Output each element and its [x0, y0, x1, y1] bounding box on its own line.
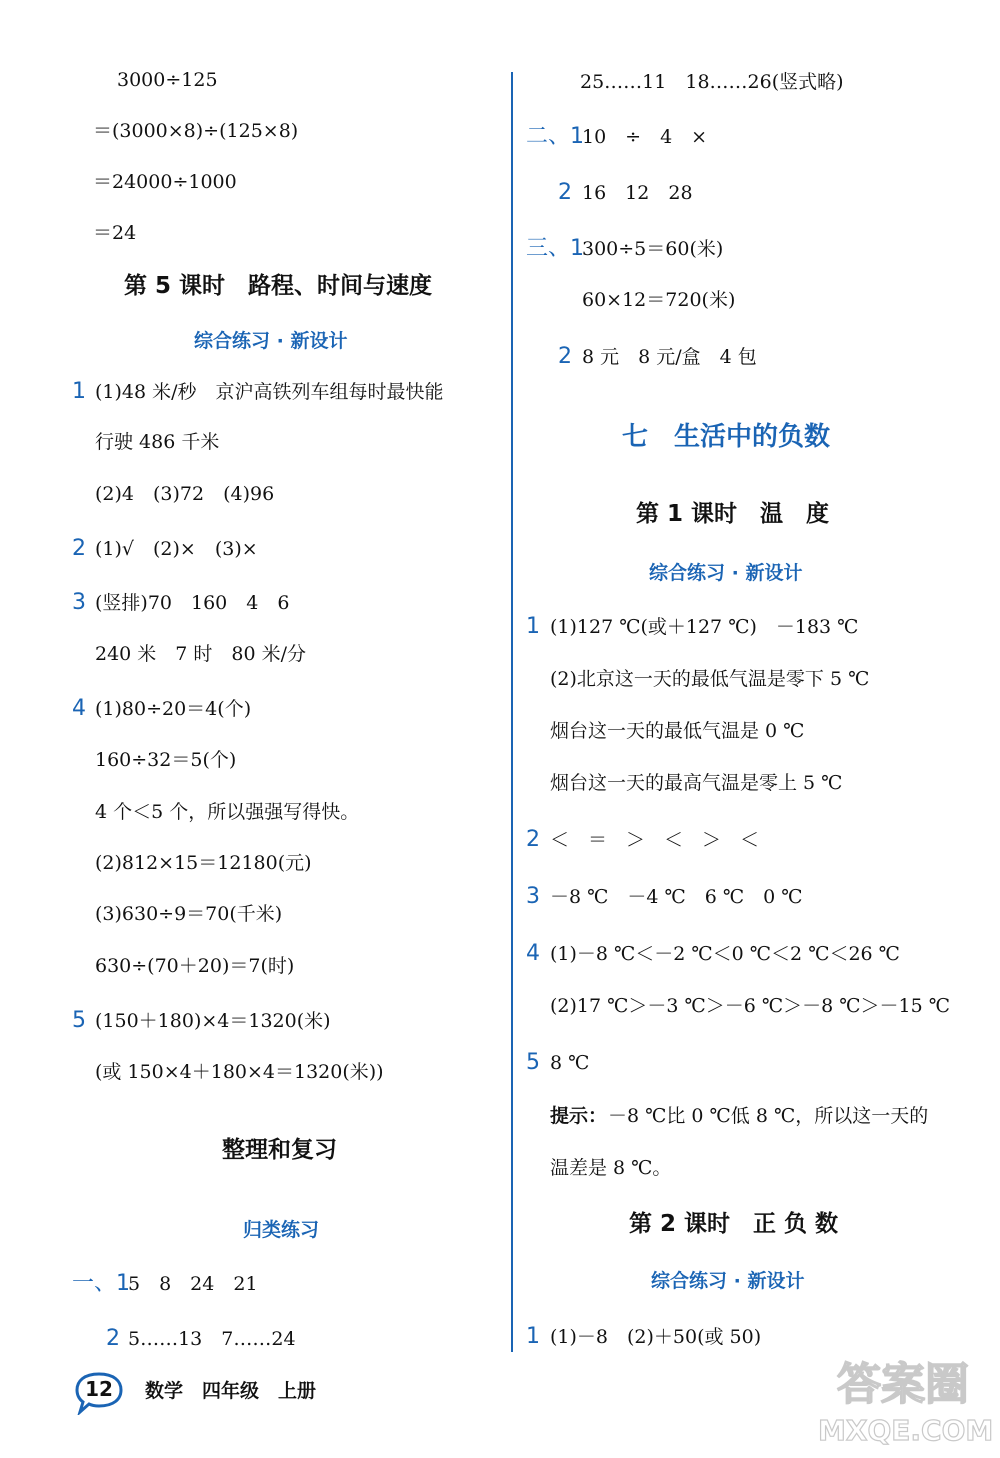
hint-line-1: －8 ℃比 0 ℃低 8 ℃，所以这一天的 [608, 1105, 929, 1127]
review-q2-number: 2 [106, 1326, 120, 1351]
sec3-q2-number: 2 [558, 344, 572, 369]
q5-number: 5 [72, 1008, 86, 1033]
review-q1-number: 一、1 [72, 1271, 130, 1296]
calc-line-4: ＝24 [93, 222, 137, 244]
sec2-q2-number: 2 [558, 180, 572, 205]
temp-q1-line-4: 烟台这一天的最高气温是零上 5 ℃ [550, 772, 843, 794]
temp-q4-number: 4 [526, 941, 540, 966]
review-subtitle: 归类练习 [243, 1219, 320, 1241]
chapter-title: 七 生活中的负数 [622, 422, 831, 452]
q4-line-1: (1)80÷20＝4(个) [95, 698, 252, 720]
q3-line-1: (竖排)70 160 4 6 [95, 592, 290, 614]
sign-q1-number: 1 [526, 1324, 540, 1349]
temp-q1-line-2: (2)北京这一天的最低气温是零下 5 ℃ [550, 668, 870, 690]
column-divider [511, 72, 513, 1352]
q4-line-3: 4 个＜5 个，所以强强写得快。 [95, 801, 360, 823]
page-number: 12 [85, 1377, 113, 1401]
q4-line-2: 160÷32＝5(个) [95, 749, 237, 771]
temp-q1-line-1: (1)127 ℃(或＋127 ℃) －183 ℃ [550, 616, 859, 638]
temp-q3-number: 3 [526, 884, 540, 909]
sec3-q1-number: 三、1 [526, 236, 584, 261]
q4-line-6: 630÷(70＋20)＝7(时) [95, 955, 295, 977]
temp-q2-number: 2 [526, 827, 540, 852]
sec3-q2-line-1: 8 元 8 元/盒 4 包 [582, 346, 757, 368]
q2-line-1: (1)√ (2)× (3)× [95, 538, 258, 560]
hint-label: 提示： [550, 1105, 608, 1127]
q2-number: 2 [72, 536, 86, 561]
temp-q1-number: 1 [526, 614, 540, 639]
review-q1-line-1: 5 8 24 21 [128, 1273, 258, 1295]
q4-number: 4 [72, 696, 86, 721]
sec2-q2-line-1: 16 12 28 [582, 182, 693, 204]
sec2-q1-line-1: 10 ÷ 4 × [582, 126, 708, 148]
temp-q4-line-2: (2)17 ℃＞－3 ℃＞－6 ℃＞－8 ℃＞－15 ℃ [550, 995, 951, 1017]
lesson2-subtitle: 综合练习 · 新设计 [651, 1270, 805, 1292]
temp-q5-number: 5 [526, 1050, 540, 1075]
temp-q5-line-1: 8 ℃ [550, 1052, 590, 1074]
lesson5-title: 第 5 课时 路程、时间与速度 [124, 273, 433, 299]
carry-over-line: 25……11 18……26(竖式略) [580, 71, 844, 93]
site-watermark [818, 1359, 994, 1455]
q5-line-1: (150＋180)×4＝1320(米) [95, 1010, 331, 1032]
hint-line-2: 温差是 8 ℃。 [550, 1157, 672, 1179]
review-title: 整理和复习 [222, 1137, 337, 1163]
temp-q1-line-3: 烟台这一天的最低气温是 0 ℃ [550, 720, 805, 742]
page-number-badge [74, 1371, 124, 1411]
lesson5-subtitle: 综合练习 · 新设计 [194, 330, 348, 352]
sec3-q1-line-1: 300÷5＝60(米) [582, 238, 724, 260]
q4-line-5: (3)630÷9＝70(千米) [95, 903, 283, 925]
calc-line-3: ＝24000÷1000 [93, 171, 237, 193]
calc-line-2: ＝(3000×8)÷(125×8) [93, 120, 299, 142]
temp-q2-line-1: ＜ ＝ ＞ ＜ ＞ ＜ [550, 829, 760, 851]
q1-line-1: (1)48 米/秒 京沪高铁列车组每时最快能 [95, 381, 444, 403]
review-q2-line-1: 5……13 7……24 [128, 1328, 296, 1350]
lesson2-title: 第 2 课时 正 负 数 [629, 1211, 839, 1237]
temp-q4-line-1: (1)－8 ℃＜－2 ℃＜0 ℃＜2 ℃＜26 ℃ [550, 943, 900, 965]
book-info: 数学 四年级 上册 [145, 1380, 317, 1402]
sign-q1-line-1: (1)－8 (2)＋50(或 50) [550, 1326, 762, 1348]
lesson1-subtitle: 综合练习 · 新设计 [649, 562, 803, 584]
sec3-q1-line-2: 60×12＝720(米) [582, 289, 736, 311]
watermark-top-text: 答案圈 [837, 1359, 969, 1410]
watermark-bottom-text: MXQE.COM [818, 1414, 994, 1447]
q3-number: 3 [72, 590, 86, 615]
q1-line-2: 行驶 486 千米 [95, 431, 220, 453]
temp-q3-line-1: －8 ℃ －4 ℃ 6 ℃ 0 ℃ [550, 886, 803, 908]
q5-line-2: (或 150×4＋180×4＝1320(米)) [95, 1061, 384, 1083]
q1-number: 1 [72, 379, 86, 404]
q4-line-4: (2)812×15＝12180(元) [95, 852, 312, 874]
q1-line-3: (2)4 (3)72 (4)96 [95, 483, 275, 505]
q3-line-2: 240 米 7 时 80 米/分 [95, 643, 307, 665]
calc-line-1: 3000÷125 [117, 69, 218, 91]
sec2-q1-number: 二、1 [526, 124, 584, 149]
lesson1-title: 第 1 课时 温 度 [636, 501, 830, 527]
